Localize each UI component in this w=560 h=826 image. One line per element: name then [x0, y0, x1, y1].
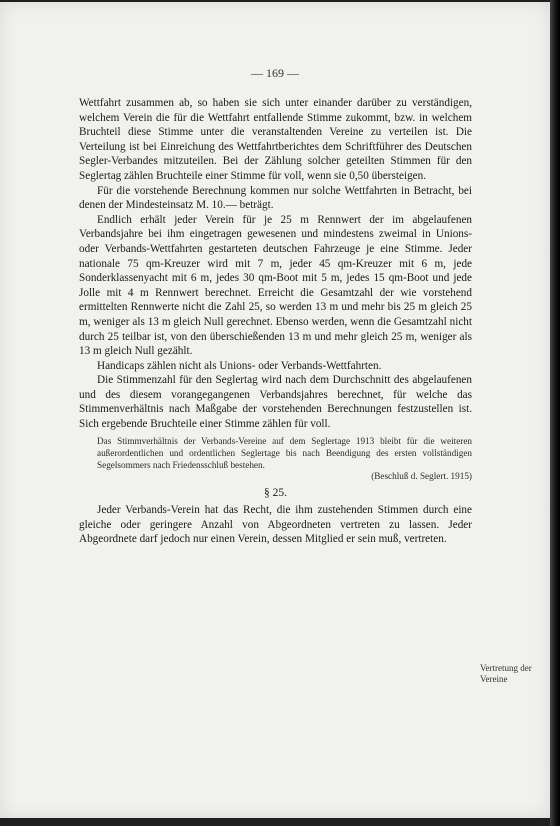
- section-paragraph: Jeder Verbands-Verein hat das Recht, die ihm zustehenden Stimmen durch eine gleiche oder geringere Anzahl von Abgeordneten vertreten zu lassen. Jeder Abgeordnete darf jedoch nur einen Verein, dessen Mitglied er sein muß, vertreten.: [79, 504, 472, 546]
- paragraph-2: Für die vorstehende Berechnung kommen nur solche Wettfahrten in Betracht, bei denen der Mindesteinsatz M. 10.— beträgt.: [79, 184, 472, 212]
- body-text: [79, 96, 472, 547]
- paragraph-4: Handicaps zählen nicht als Unions- oder Verbands-Wettfahrten.: [97, 359, 382, 372]
- resolution-note: [97, 435, 472, 483]
- note-text: Das Stimmverhältnis der Verbands-Vereine auf dem Seglertage 1913 bleibt für die weiteren außerordentlichen und ordentlichen Seglertage bis nach Beendigung des ersten vollständigen Segelsommers nach Friedensschluß bestehen.: [97, 435, 472, 471]
- margin-note: Vertretung der Vereine: [480, 663, 532, 684]
- paragraph-5: Die Stimmenzahl für den Seglertag wird nach dem Durchschnitt des abgelaufenen und des diesem vorangegangenen Verbandsjahres berechnet, für welche das Stimmenverhältnis nach Maßgabe der vorstehenden Berechnungen festzustellen ist. Sich ergebende Bruchteile einer Stimme zählen für voll.: [79, 374, 472, 431]
- section-heading: § 25.: [264, 487, 287, 500]
- book-page: [0, 2, 550, 818]
- paragraph-3: Endlich erhält jeder Verein für je 25 m Rennwert der im abgelaufenen Verbandsjahre bei ihm eingetragen gewesenen und mindestens zweimal in Unions- oder Verbands-Wettfahrten gestarteten deutschen Fahrzeuge je eine Stimme. Jeder nationale 75 qm-Kreuzer wird mit 7 m, jeder 45 qm-Kreuzer mit 6 m, jede Sonderklassenyacht mit 6 m, jedes 30 qm-Boot mit 5 m, jedes 15 qm-Boot und jede Jolle mit 4 m Rennwert berechnet. Erreicht die Gesamtzahl der wie vorstehend ermittelten Rennwerte nicht die Zahl 25, so werden 13 m und mehr bis 25 m gleich 25 m, weniger als 13 m gleich Null gerechnet. Ebenso werden, wenn die Gesamtzahl nicht durch 25 teilbar ist, von den überschießenden 13 m und mehr gleich 25 m, weniger als 13 m gleich Null gezählt.: [79, 213, 472, 358]
- note-signature: (Beschluß d. Seglert. 1915): [371, 471, 472, 482]
- paragraph-1: Wettfahrt zusammen ab, so haben sie sich unter einander darüber zu verständigen, welchem Verein die für die Wettfahrt entfallende Stimme zukommt, bzw. in welchem Bruchteil diese Stimme unter die veranstaltenden Vereine zu verteilen ist. Die Verteilung ist bei Einreichung des Wettfahrtberichtes dem Schriftführer des Deutschen Segler-Verbandes mitzuteilen. Bei der Zählung solcher geteilten Stimmen für den Seglertag zählen Bruchteile einer Stimme für voll, wenn sie 0,50 übersteigen.: [79, 97, 472, 182]
- page-edge-shadow: [550, 0, 560, 826]
- page-number: — 169 —: [251, 66, 299, 80]
